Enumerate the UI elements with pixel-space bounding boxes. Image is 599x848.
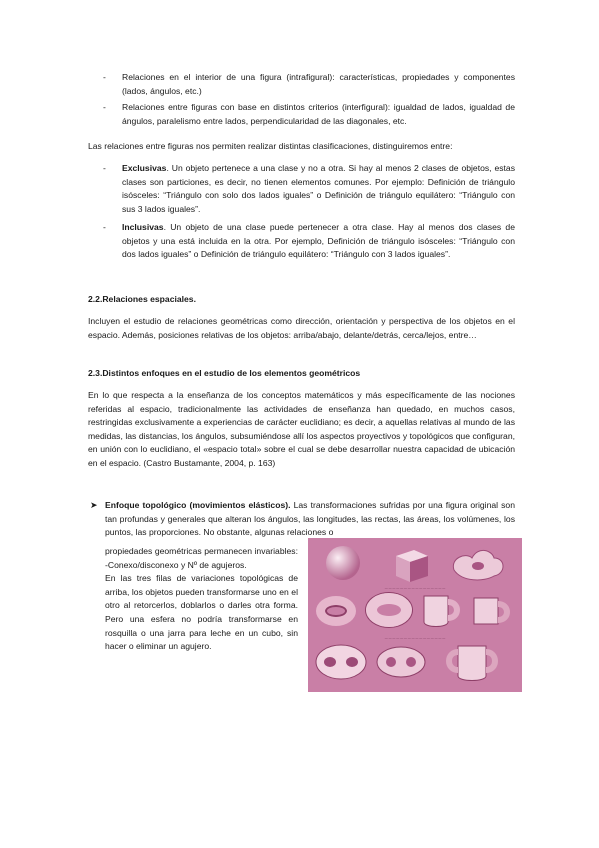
- topological-side-text: [105, 545, 298, 654]
- section-body: En lo que respecta a la enseñanza de los conceptos matemáticos y más específicamente de las nociones referidas al espacio, tradicionalmente las actividades de enseñanza han quedado, en muchos casos, restringidas exclusivamente a experiencias de carácter euclidiano; es decir, a aquellas relativas al mundo de las medidas, las distancias, los ángulos, subsumiéndose allí los aspectos proyectivos y topológicos que configuran, en unión con lo euclidiano, el «espacio total» sobre el cual se debe desarrollar nuestra capacidad de ubicación en el espacio. (Castro Bustamante, 2004, p. 163): [88, 390, 515, 468]
- cube-icon: [390, 544, 432, 584]
- definition-exclusivas: . Un objeto pertenece a una clase y no a otra. Si hay al menos 2 clases de objetos, estas clases son particiones, es decir, no tienen elementos comunes. Por ejemplo: Definición de triángulo isósceles: “Triángulo con solo dos lados iguales” o Definición de triángulo equilátero: “Triángulo con sus 3 lados iguales”.: [122, 163, 515, 214]
- double-torus-icon: [314, 642, 368, 682]
- list-marker: -: [103, 163, 106, 173]
- topological-explanation: En las tres filas de variaciones topológicas de arriba, los objetos pueden transformarse uno en el otro al retorcerlos, doblarlos o darles otra forma. Pero una esfera no podría transformarse en rosquilla o una jarra para leche en un cubo, sin hacer o eliminar un agujero.: [105, 573, 298, 652]
- section-number: 2.2.: [88, 294, 103, 304]
- list-marker: -: [103, 72, 106, 82]
- sphere-icon: [326, 546, 360, 580]
- section-body: Incluyen el estudio de relaciones geométricas como dirección, orientación y perspectiva de los objetos en el espacio. Además, posiciones relativas de los objetos: arriba/abajo, delante/detrás, cerca/lejos, entre…: [88, 316, 515, 340]
- list-marker: -: [103, 102, 106, 112]
- list-item-text: Relaciones en el interior de una figura (intrafigural): características, propiedades y componentes (lados, ángulos, etc.): [122, 72, 515, 96]
- blob-icon: [448, 544, 508, 584]
- list-item: [103, 71, 515, 99]
- list-item-text: [122, 221, 515, 262]
- topological-paragraph: [105, 499, 515, 540]
- topology-figure: [308, 538, 522, 692]
- list-item-text: Relaciones entre figuras con base en distintos criterios (interfigural): igualdad de lados, igualdad de ángulos, paralelismo entre lados, perpendicularidad de las diagonales, etc.: [122, 102, 515, 126]
- list-marker: -: [103, 222, 106, 232]
- section-heading: [88, 293, 196, 307]
- section-title: Distintos enfoques en el estudio de los elementos geométricos: [102, 368, 361, 378]
- list-item: [103, 221, 515, 279]
- term-inclusivas: Inclusivas: [122, 222, 164, 232]
- two-handle-jug-icon: [434, 640, 514, 684]
- list-item-text: [122, 162, 515, 216]
- ring-icon: [366, 593, 412, 627]
- relations-intro: Las relaciones entre figuras nos permiten realizar distintas clasificaciones, distinguiremos entre:: [88, 141, 453, 151]
- mug-icon: [470, 590, 516, 630]
- topological-invariants: propiedades geométricas permanecen invariables: -Conexo/disconexo y Nº de agujeros.: [105, 546, 298, 570]
- term-exclusivas: Exclusivas: [122, 163, 167, 173]
- torus-icon: [316, 596, 356, 626]
- section-title: Relaciones espaciales.: [102, 294, 196, 304]
- caption-row-1: — — — — — — — — — — — — — — — —: [384, 586, 446, 590]
- caption-row-2: — — — — — — — — — — — — — — — —: [384, 636, 446, 640]
- section-number: 2.3.: [88, 368, 103, 378]
- pretzel-icon: [374, 642, 428, 682]
- section-heading: [88, 367, 360, 381]
- definition-inclusivas: . Un objeto de una clase puede pertenecer a otra clase. Hay al menos dos clases de objetos y una está incluida en la otra. Por ejemplo, Definición de triángulo isósceles: “Triángulo con dos lados iguales” o Definición de triángulo equilátero: “Triángulo con 3 lados iguales”.: [122, 222, 515, 260]
- list-item: [103, 101, 515, 129]
- topological-lead: Las transformaciones sufridas por una figura original son tan profundas y generales que alteran los ángulos, las longitudes, las rectas, las áreas, los volúmenes, los puntos, las proporciones. No obstante, algunas relaciones o: [105, 500, 515, 538]
- list-item: [103, 162, 515, 220]
- cup-icon: [418, 590, 464, 630]
- arrow-bullet-icon: ➤: [90, 500, 98, 510]
- topological-term: Enfoque topológico (movimientos elásticos).: [105, 500, 291, 510]
